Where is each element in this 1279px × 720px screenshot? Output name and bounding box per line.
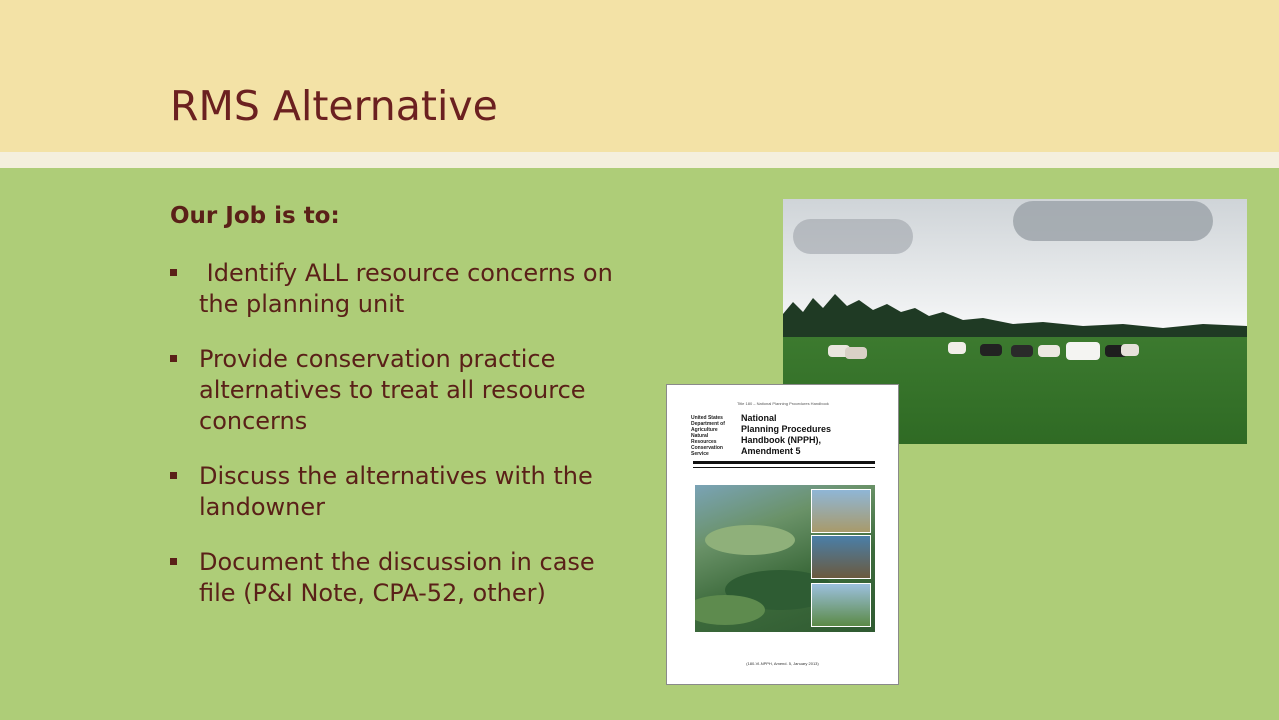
photo-cloud bbox=[793, 219, 913, 254]
bullet-text: Document the discussion in case file (P&I Note, CPA-52, other) bbox=[199, 548, 595, 607]
bullet-text: Identify ALL resource concerns on the planning unit bbox=[199, 259, 621, 318]
cover-header-line: Title 180 – National Planning Procedures Handbook bbox=[737, 401, 829, 406]
photo-cow bbox=[980, 344, 1002, 356]
photo-white-vehicle bbox=[1066, 342, 1100, 360]
bullet-square-icon bbox=[170, 472, 177, 479]
cover-inset-photo-cattle bbox=[811, 583, 871, 627]
photo-cloud bbox=[1013, 201, 1213, 241]
photo-cow bbox=[1121, 344, 1139, 356]
photo-cow bbox=[948, 342, 966, 354]
bullet-square-icon bbox=[170, 558, 177, 565]
cover-title: National Planning Procedures Handbook (NPPH), Amendment 5 bbox=[741, 413, 832, 456]
bullet-item bbox=[170, 344, 630, 437]
cover-footer: (180-VI-NPPH, Amend. 5, January 2013) bbox=[746, 661, 819, 666]
cover-rule bbox=[693, 461, 875, 464]
photo-cow bbox=[1011, 345, 1033, 357]
bullet-square-icon bbox=[170, 269, 177, 276]
bullet-square-icon bbox=[170, 355, 177, 362]
handbook-cover-image bbox=[666, 384, 899, 685]
slide-header-band bbox=[0, 0, 1279, 160]
bullet-text: Provide conservation practice alternatives to treat all resource concerns bbox=[199, 345, 586, 435]
cover-field-shape bbox=[695, 595, 765, 625]
subheading: Our Job is to: bbox=[170, 203, 340, 229]
slide-title: RMS Alternative bbox=[170, 82, 498, 130]
cover-inset-photo-meeting bbox=[811, 535, 871, 579]
cover-agency-block: United States Department of Agriculture Natural Resources Conservation Service bbox=[691, 415, 725, 457]
bullet-item bbox=[170, 547, 630, 609]
photo-cow bbox=[845, 347, 867, 359]
bullet-text: Discuss the alternatives with the landowner bbox=[199, 462, 593, 521]
cover-field-shape bbox=[705, 525, 795, 555]
bullet-item bbox=[170, 258, 630, 320]
cover-inset-photo-people bbox=[811, 489, 871, 533]
cover-rule-thin bbox=[693, 467, 875, 468]
bullet-list bbox=[170, 258, 630, 633]
photo-cow bbox=[1038, 345, 1060, 357]
bullet-item bbox=[170, 461, 630, 523]
